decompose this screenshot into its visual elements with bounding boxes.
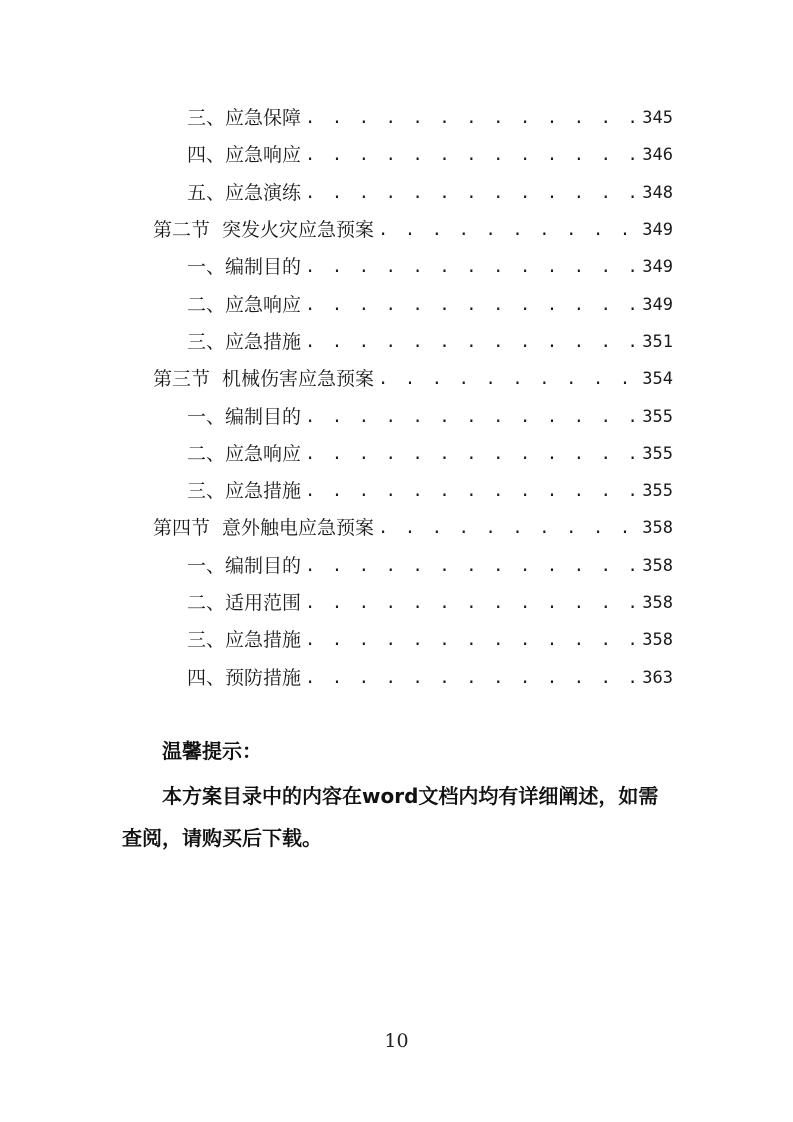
toc-entry-title: 四、应急响应 — [187, 146, 305, 165]
toc-section-name: 机械伤害应急预案 — [222, 368, 375, 391]
toc-dot-leader — [305, 670, 634, 687]
toc-entry[interactable] — [0, 286, 673, 323]
toc-entry-title: 二、应急响应 — [187, 296, 305, 315]
toc-dot-leader — [305, 446, 634, 463]
toc-dot-leader — [305, 185, 634, 202]
toc-entry-title: 三、应急措施 — [187, 333, 305, 352]
toc-entry[interactable] — [0, 249, 673, 286]
toc-section-title — [153, 221, 378, 240]
toc-page-number: 355 — [634, 446, 673, 463]
toc-dot-leader — [305, 147, 634, 164]
toc-dot-leader — [305, 595, 634, 612]
toc-dot-leader — [305, 558, 634, 575]
toc-page-number: 358 — [634, 632, 673, 649]
notice-body: 本方案目录中的内容在word文档内均有详细阐述，如需查阅，请购买后下载。 — [122, 784, 659, 850]
toc-dot-leader — [305, 334, 634, 351]
toc-section-title — [153, 519, 378, 538]
toc-entry[interactable] — [0, 659, 673, 696]
toc-dot-leader — [305, 483, 634, 500]
toc-dot-leader — [305, 110, 634, 127]
toc-entry-title: 二、应急响应 — [187, 445, 305, 464]
toc-entry[interactable] — [0, 585, 673, 622]
toc-page-number: 358 — [634, 558, 673, 575]
toc-page-number: 345 — [634, 110, 673, 127]
toc-entry[interactable] — [0, 548, 673, 585]
toc-entry[interactable] — [0, 622, 673, 659]
toc-page-number: 351 — [634, 334, 673, 351]
page-number: 10 — [384, 1030, 409, 1052]
toc-entry[interactable] — [0, 137, 673, 174]
toc-page-number: 349 — [634, 297, 673, 314]
toc-section-name: 意外触电应急预案 — [222, 517, 375, 540]
toc-page-number: 358 — [634, 520, 673, 537]
toc-entry-title: 三、应急措施 — [187, 482, 305, 501]
toc-dot-leader — [305, 297, 634, 314]
toc-section-title — [153, 370, 378, 389]
toc-entry-title: 四、预防措施 — [187, 669, 305, 688]
toc-page-number: 346 — [634, 147, 673, 164]
toc-entry[interactable] — [0, 100, 673, 137]
toc-dot-leader — [305, 409, 634, 426]
toc-dot-leader — [378, 222, 634, 239]
toc-section-name: 突发火灾应急预案 — [222, 219, 375, 242]
toc-section-number: 第三节 — [153, 368, 211, 391]
toc-section-number: 第二节 — [153, 219, 211, 242]
toc-page-number: 355 — [634, 483, 673, 500]
toc-page-number: 349 — [634, 259, 673, 276]
toc-page-number: 358 — [634, 595, 673, 612]
toc-dot-leader — [305, 259, 634, 276]
toc-dot-leader — [378, 371, 634, 388]
notice-title: 温馨提示： — [162, 739, 262, 763]
toc-page-number: 349 — [634, 222, 673, 239]
toc-entry-title: 一、编制目的 — [187, 258, 305, 277]
toc-page-number: 363 — [634, 670, 673, 687]
toc-page-number: 354 — [634, 371, 673, 388]
toc-section-entry[interactable] — [0, 361, 673, 398]
toc-dot-leader — [305, 632, 634, 649]
toc-section-number: 第四节 — [153, 517, 211, 540]
toc-entry[interactable] — [0, 436, 673, 473]
toc-entry[interactable] — [0, 398, 673, 435]
toc-section-entry[interactable] — [0, 510, 673, 547]
toc-entry[interactable] — [0, 175, 673, 212]
toc-entry-title: 一、编制目的 — [187, 557, 305, 576]
toc-entry-title: 一、编制目的 — [187, 408, 305, 427]
toc-dot-leader — [378, 520, 634, 537]
table-of-contents — [0, 100, 793, 697]
toc-entry[interactable] — [0, 473, 673, 510]
toc-entry-title: 三、应急措施 — [187, 631, 305, 650]
toc-page-number: 355 — [634, 409, 673, 426]
toc-entry-title: 三、应急保障 — [187, 109, 305, 128]
toc-entry-title: 二、适用范围 — [187, 594, 305, 613]
toc-entry-title: 五、应急演练 — [187, 184, 305, 203]
toc-page-number: 348 — [634, 185, 673, 202]
toc-section-entry[interactable] — [0, 212, 673, 249]
toc-entry[interactable] — [0, 324, 673, 361]
